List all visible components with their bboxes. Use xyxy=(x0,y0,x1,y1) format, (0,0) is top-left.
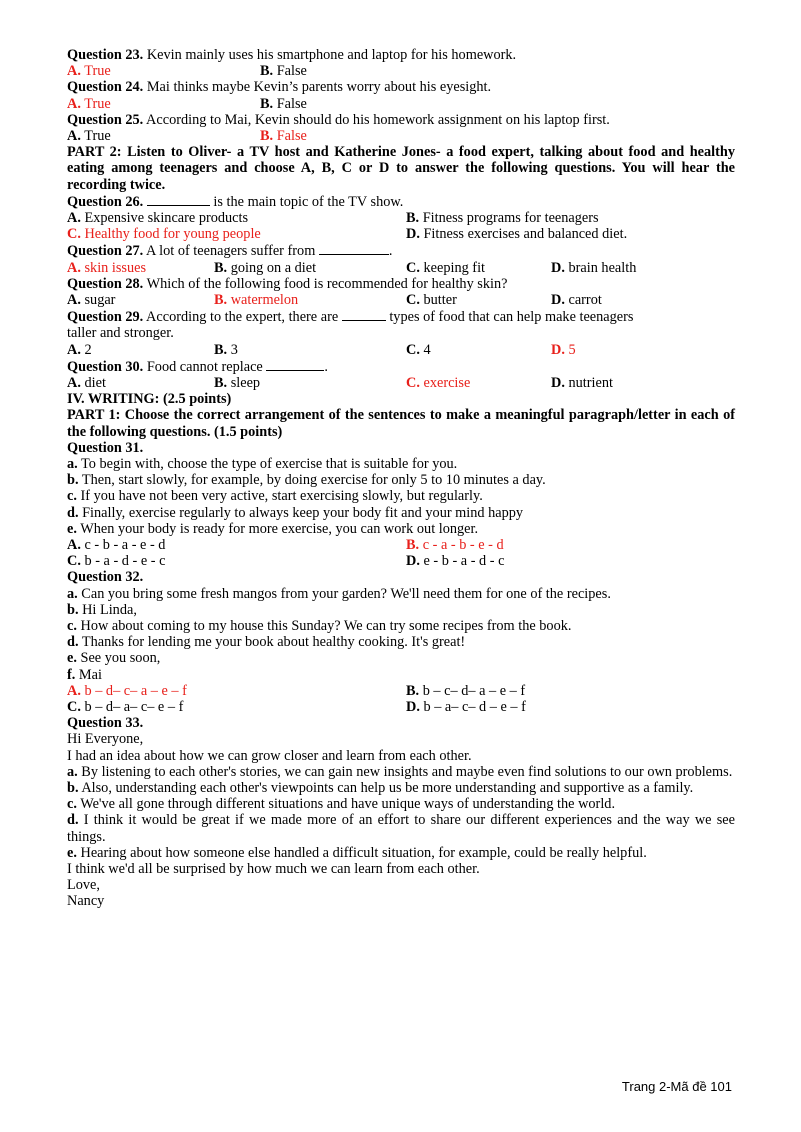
sentence-item: f. Mai xyxy=(67,666,102,683)
letter-closing: I think we'd all be surprised by how much we can learn from each other. xyxy=(67,860,480,877)
exam-page xyxy=(67,47,735,910)
question-26: Question 26. is the main topic of the TV show. xyxy=(67,193,404,210)
question-30: Question 30. Food cannot replace . xyxy=(67,358,328,375)
sentence-item: c. We've all gone through different situations and have unique ways of understanding the world. xyxy=(67,796,616,813)
option-a: A. True xyxy=(67,95,111,112)
question-23: Question 23. Kevin mainly uses his smartphone and laptop for his homework. xyxy=(67,47,517,63)
answer-blank xyxy=(319,242,389,255)
question-29: Question 29. According to the expert, there are types of food that can help make teenagers xyxy=(67,309,634,326)
option-d: D. brain health xyxy=(551,259,637,276)
sentence-item: b. Hi Linda, xyxy=(67,601,137,618)
letter-signature: Nancy xyxy=(67,893,105,910)
sentence-item: c. If you have not been very active, start exercising slowly, but regularly. xyxy=(67,488,483,505)
question-32: Question 32. xyxy=(67,569,144,586)
option-a: A. skin issues xyxy=(67,259,147,276)
answer-blank xyxy=(147,193,210,206)
question-31-sentences xyxy=(67,456,735,537)
option-a: A. sugar xyxy=(67,291,116,308)
question-24-options xyxy=(67,96,735,112)
option-a: A. True xyxy=(67,63,111,80)
letter-greeting: Hi Everyone, xyxy=(67,731,144,748)
option-b: B. watermelon xyxy=(214,291,299,308)
question-31: Question 31. xyxy=(67,439,144,456)
question-29-options xyxy=(67,342,735,358)
question-27-options xyxy=(67,260,735,276)
letter-intro: I had an idea about how we can grow closer and learn from each other. xyxy=(67,747,472,764)
question-25: Question 25. According to Mai, Kevin should do his homework assignment on his laptop first. xyxy=(67,111,610,128)
option-b: B. going on a diet xyxy=(214,259,317,276)
question-32-options-ab xyxy=(67,683,735,699)
question-24: Question 24. Mai thinks maybe Kevin’s parents worry about his eyesight. xyxy=(67,79,492,96)
sentence-item: e. Hearing about how someone else handled a difficult situation, for example, could be really helpful. xyxy=(67,844,647,861)
question-32-sentences xyxy=(67,586,735,683)
sentence-item: b. Also, understanding each other's viewpoints can help us be more understanding and supportive as a family. xyxy=(67,779,694,796)
option-a: A. 2 xyxy=(67,341,92,358)
part-2-instructions: PART 2: Listen to Oliver- a TV host and Katherine Jones- a food expert, talking about food and healthy eating among teenagers and choose A, B, C or D to answer the following questions. You will hear the recording twice. xyxy=(67,144,735,193)
option-c: C. exercise xyxy=(406,374,471,391)
sentence-item: a. By listening to each other's stories, we can gain new insights and maybe even find solutions to our own problems. xyxy=(67,763,733,780)
option-d: D. carrot xyxy=(551,291,602,308)
option-b: B. c - a - b - e - d xyxy=(406,536,504,553)
option-b: B. Fitness programs for teenagers xyxy=(406,209,599,226)
option-b: B. sleep xyxy=(214,374,261,391)
sentence-item: d. Finally, exercise regularly to always keep your body fit and your mind happy xyxy=(67,504,524,521)
sentence-item: a. Can you bring some fresh mangos from your garden? We'll need them for one of the recipes. xyxy=(67,585,611,602)
option-d: D. nutrient xyxy=(551,374,613,391)
option-d: D. b – a– c– d – e – f xyxy=(406,698,526,715)
answer-blank xyxy=(342,308,386,321)
option-b: B. False xyxy=(260,127,307,144)
writing-heading: IV. WRITING: (2.5 points) xyxy=(67,391,232,408)
sentence-item: e. See you soon, xyxy=(67,650,161,667)
sentence-item: d. Thanks for lending me your book about healthy cooking. It's great! xyxy=(67,634,466,651)
option-b: B. False xyxy=(260,95,307,112)
sentence-item: c. How about coming to my house this Sunday? We can try some recipes from the book. xyxy=(67,617,572,634)
option-c: C. b – d– a– c– e – f xyxy=(67,698,184,715)
option-c: C. keeping fit xyxy=(406,259,486,276)
question-28: Question 28. Which of the following food is recommended for healthy skin? xyxy=(67,275,508,292)
option-a: A. c - b - a - e - d xyxy=(67,536,166,553)
question-32-options-cd xyxy=(67,699,735,715)
option-c: C. butter xyxy=(406,291,457,308)
question-29-continued: taller and stronger. xyxy=(67,325,174,342)
question-33: Question 33. xyxy=(67,715,144,732)
question-28-options xyxy=(67,292,735,308)
question-31-options-cd xyxy=(67,553,735,569)
option-d: D. 5 xyxy=(551,341,576,358)
option-b: B. b – c– d– a – e – f xyxy=(406,682,526,699)
answer-blank xyxy=(266,358,324,371)
sentence-item: b. Then, start slowly, for example, by doing exercise for only 5 to 10 minutes a day. xyxy=(67,472,546,489)
question-23-options xyxy=(67,63,735,79)
option-c: C. b - a - d - e - c xyxy=(67,553,166,570)
question-27: Question 27. A lot of teenagers suffer from . xyxy=(67,243,393,260)
letter-signoff: Love, xyxy=(67,877,100,894)
sentence-item: d. I think it would be great if we made more of an effort to share our different experiences and the way we see things. xyxy=(67,812,735,845)
writing-part-1-instructions: PART 1: Choose the correct arrangement of the sentences to make a meaningful paragraph/letter in each of the following questions. (1.5 points) xyxy=(67,407,735,440)
option-b: B. False xyxy=(260,63,307,80)
question-25-options xyxy=(67,128,735,144)
option-b: B. 3 xyxy=(214,341,238,358)
question-31-options-ab xyxy=(67,537,735,553)
option-c: C. Healthy food for young people xyxy=(67,226,261,243)
option-a: A. diet xyxy=(67,374,106,391)
question-26-options-cd xyxy=(67,226,735,242)
option-a: A. True xyxy=(67,127,111,144)
option-a: A. b – d– c– a – e – f xyxy=(67,682,187,699)
sentence-item: a. To begin with, choose the type of exercise that is suitable for you. xyxy=(67,455,458,472)
option-d: D. Fitness exercises and balanced diet. xyxy=(406,226,628,243)
option-d: D. e - b - a - d - c xyxy=(406,553,505,570)
question-30-options xyxy=(67,375,735,391)
page-footer: Trang 2-Mã đề 101 xyxy=(621,1079,732,1094)
option-c: C. 4 xyxy=(406,341,431,358)
question-26-options-ab xyxy=(67,210,735,226)
option-a: A. Expensive skincare products xyxy=(67,209,249,226)
sentence-item: e. When your body is ready for more exercise, you can work out longer. xyxy=(67,520,479,537)
